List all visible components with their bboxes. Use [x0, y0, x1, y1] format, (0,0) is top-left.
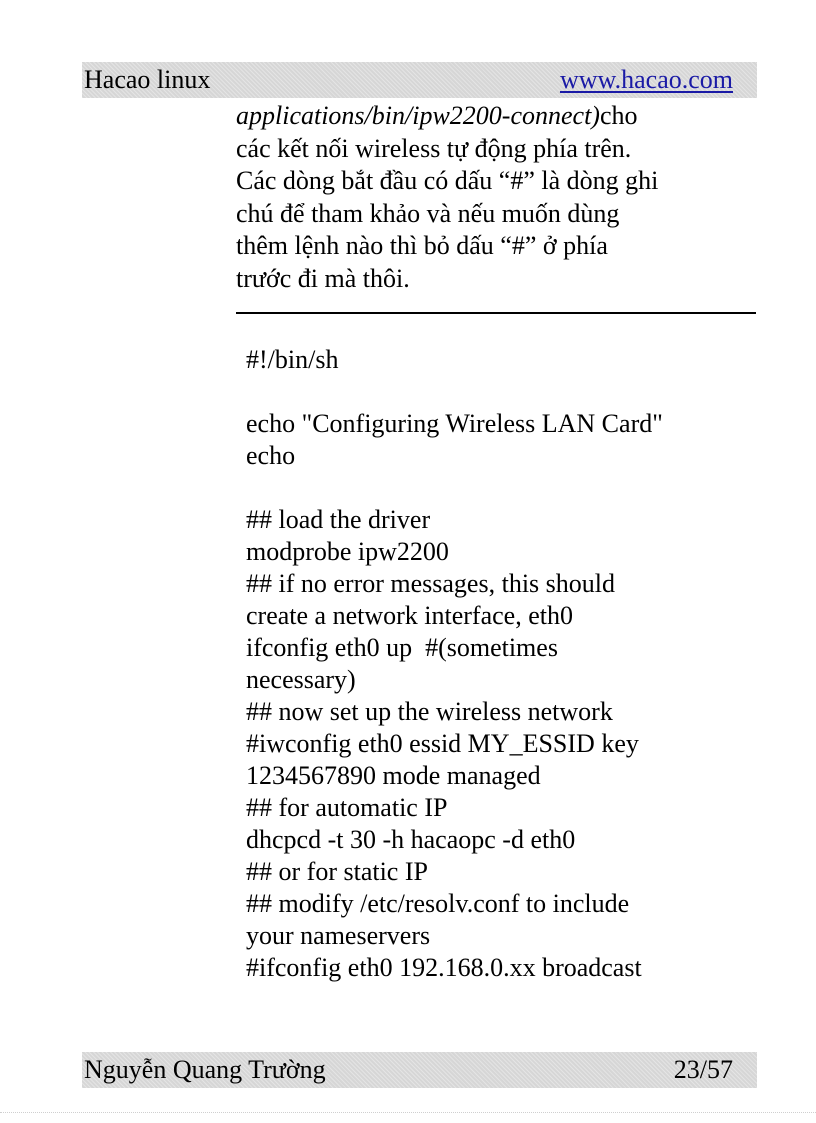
page-footer — [82, 1052, 757, 1088]
intro-line-5: thêm lệnh nào thì bỏ dấu “#” ở phía — [236, 231, 608, 260]
code-line: modprobe ipw2200 — [246, 537, 449, 566]
code-line: necessary) — [246, 665, 356, 694]
code-line: #iwconfig eth0 essid MY_ESSID key — [246, 729, 639, 758]
page-bottom-edge — [0, 1112, 816, 1113]
code-line: 1234567890 mode managed — [246, 761, 541, 790]
code-line: echo — [246, 441, 296, 470]
code-line — [246, 376, 756, 408]
code-line: ## now set up the wireless network — [246, 697, 613, 726]
page-header — [82, 62, 757, 98]
intro-line-1 — [236, 100, 760, 133]
website-link[interactable]: www.hacao.com — [559, 65, 733, 94]
code-line: ## modify /etc/resolv.conf to include — [246, 889, 630, 918]
intro-line-3: Các dòng bắt đầu có dấu “#” là dòng ghi — [236, 166, 659, 195]
code-line: ## or for static IP — [246, 857, 428, 886]
code-line: #!/bin/sh — [246, 345, 339, 374]
intro-line-2: các kết nối wireless tự động phía trên. — [236, 133, 632, 163]
intro-line-6: trước đi mà thôi. — [236, 263, 410, 293]
section-divider — [236, 312, 756, 314]
code-line: dhcpcd -t 30 -h hacaopc -d eth0 — [246, 825, 576, 854]
script-listing — [246, 344, 756, 984]
intro-script-path: applications/bin/ipw2200-connect) — [236, 101, 600, 130]
code-line: ifconfig eth0 up #(sometimes — [246, 633, 558, 662]
intro-line-1-rest: cho — [599, 101, 638, 130]
code-line: ## for automatic IP — [246, 793, 448, 822]
code-line: ## load the driver — [246, 505, 431, 534]
footer-author: Nguyễn Quang Trường — [84, 1055, 326, 1084]
code-line — [246, 472, 756, 504]
code-line: ## if no error messages, this should — [246, 569, 616, 598]
page-number: 23/57 — [673, 1055, 733, 1084]
intro-line-4: chú để tham khảo và nếu muốn dùng — [236, 198, 620, 228]
header-title: Hacao linux — [84, 65, 211, 94]
code-line: create a network interface, eth0 — [246, 601, 573, 630]
code-line: your nameservers — [246, 921, 431, 950]
code-line: echo "Configuring Wireless LAN Card" — [246, 409, 663, 438]
intro-paragraph — [236, 100, 760, 295]
code-line: #ifconfig eth0 192.168.0.xx broadcast — [246, 953, 642, 982]
